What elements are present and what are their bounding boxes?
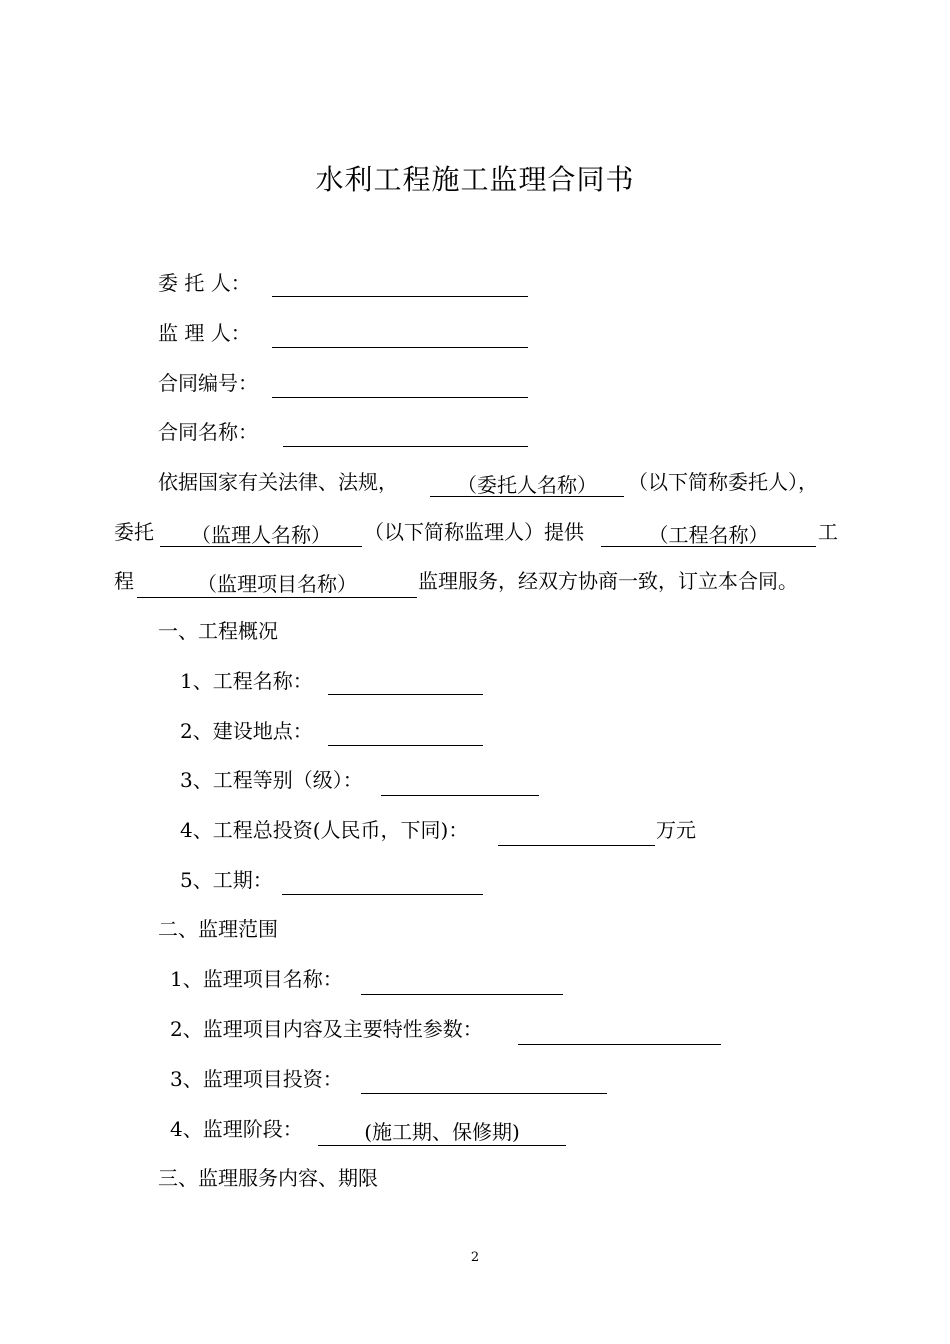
section1-heading: 一、工程概况 [158,619,278,643]
stage-fill: (施工期、保修期) [364,1120,520,1144]
project-name-label: 1、工程名称： [180,669,313,693]
investment-label: 4、工程总投资(人民币，下同)： [180,818,469,842]
item-content-field[interactable] [518,1044,721,1045]
contract-no-label: 合同编号： [158,371,258,395]
item-name-blank[interactable] [137,597,417,598]
investment-unit: 万元 [656,818,696,842]
intro-line1-suffix: （以下简称委托人）， [628,470,818,494]
intro-line2-suffix: 工 [818,520,838,544]
supervisor-name-blank[interactable] [160,546,362,547]
item-name-label: 1、监理项目名称： [170,967,343,991]
grade-label: 3、工程等别（级）： [180,768,363,792]
contract-name-blank[interactable] [283,446,528,447]
location-field[interactable] [328,745,483,746]
intro-line2-middle: （以下简称监理人）提供 [364,520,584,544]
intro-line2-prefix: 委托 [114,520,154,544]
supervisor-label: 监 理 人： [158,321,251,345]
page-number: 2 [470,1250,480,1265]
grade-field[interactable] [381,795,539,796]
project-name-fill: （工程名称） [648,523,769,547]
client-name-fill: （委托人名称） [457,473,597,497]
location-label: 2、建设地点： [180,719,313,743]
stage-label: 4、监理阶段： [170,1117,303,1141]
duration-field[interactable] [282,894,483,895]
contract-no-blank[interactable] [272,397,528,398]
intro-line3-suffix: 监理服务，经双方协商一致，订立本合同。 [418,569,798,593]
project-name-blank[interactable] [601,546,816,547]
section3-heading: 三、监理服务内容、期限 [158,1166,378,1190]
intro-line3-prefix: 程 [114,569,134,593]
supervisor-blank[interactable] [272,347,528,348]
item-content-label: 2、监理项目内容及主要特性参数： [170,1017,483,1041]
item-investment-field[interactable] [361,1093,607,1094]
client-name-blank[interactable] [430,496,624,497]
client-label: 委 托 人： [158,271,251,295]
item-investment-label: 3、监理项目投资： [170,1067,343,1091]
client-blank[interactable] [272,296,528,297]
contract-name-label: 合同名称： [158,420,258,444]
item-name-fill: （监理项目名称） [197,572,357,596]
intro-line1-prefix: 依据国家有关法律、法规， [158,470,398,494]
supervisor-name-fill: （监理人名称） [191,523,331,547]
duration-label: 5、工期： [180,868,273,892]
document-title: 水利工程施工监理合同书 [315,163,635,196]
project-name-field[interactable] [328,694,483,695]
item-name-field[interactable] [361,994,563,995]
stage-field[interactable] [318,1145,566,1146]
investment-field[interactable] [498,845,655,846]
section2-heading: 二、监理范围 [158,917,278,941]
